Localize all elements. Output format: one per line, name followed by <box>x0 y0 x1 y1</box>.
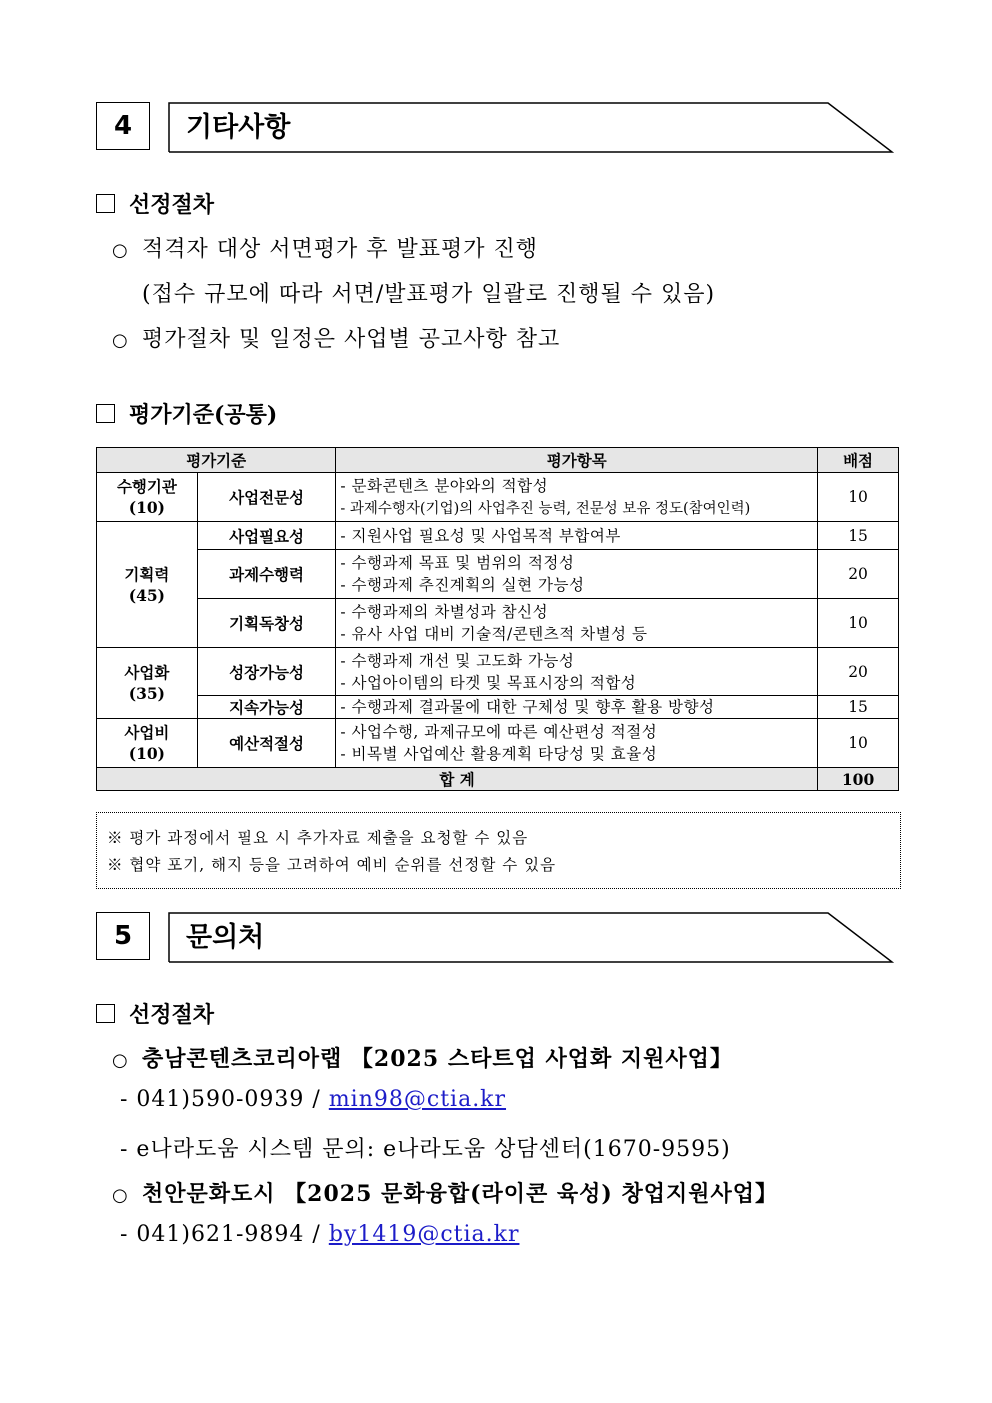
section-number: 5 <box>96 912 150 960</box>
score-cell: 10 <box>818 599 899 648</box>
section-number: 4 <box>96 102 150 150</box>
category-score: (35) <box>128 684 166 703</box>
category-cell <box>97 522 198 648</box>
section-4-header <box>96 102 896 154</box>
column-header: 평가기준 <box>97 448 336 473</box>
note-line: ※ 평가 과정에서 필요 시 추가자료 제출을 요청할 수 있음 <box>107 829 529 847</box>
score-cell: 20 <box>818 648 899 696</box>
contact-heading-text: 선정절차 <box>129 1002 215 1028</box>
total-row <box>97 768 899 791</box>
section-title-frame <box>168 912 894 964</box>
category-name: 사업화 <box>124 663 170 682</box>
total-label: 합 계 <box>97 768 818 791</box>
square-bullet-icon <box>96 404 115 423</box>
subcategory-cell: 기획독창성 <box>197 599 336 648</box>
section-title: 문의처 <box>186 922 265 953</box>
subcategory-cell: 예산적절성 <box>197 719 336 768</box>
item-text: - 수행과제 결과물에 대한 구체성 및 향후 활용 방향성 <box>340 698 715 716</box>
item-text: - 수행과제 추진계획의 실현 가능성 <box>340 576 585 594</box>
subcategory-cell: 성장가능성 <box>197 648 336 696</box>
subcategory-cell: 사업필요성 <box>197 522 336 550</box>
square-bullet-icon <box>96 1004 115 1023</box>
item-text: - 비목별 사업예산 활용계획 타당성 및 효율성 <box>340 745 658 763</box>
items-cell <box>336 473 818 522</box>
item-text: - 사업수행, 과제규모에 따른 예산편성 적절성 <box>340 723 658 741</box>
table-header-row <box>97 448 899 473</box>
item-text: - 문화콘텐츠 분야와의 적합성 <box>340 476 549 495</box>
procedure-heading-text: 선정절차 <box>129 192 215 218</box>
procedure-line-2 <box>142 277 715 308</box>
items-cell <box>336 696 818 719</box>
category-score: (10) <box>128 498 166 517</box>
category-name: 사업비 <box>124 723 170 742</box>
org1-email-link[interactable]: min98@ctia.kr <box>328 1087 507 1112</box>
item-text: - 수행과제의 차별성과 참신성 <box>340 603 549 621</box>
org2-phone-line <box>120 1222 519 1247</box>
criteria-table <box>96 447 899 791</box>
table-row <box>97 550 899 599</box>
category-cell <box>97 719 198 768</box>
subcategory-cell: 과제수행력 <box>197 550 336 599</box>
items-cell <box>336 599 818 648</box>
notes-box <box>96 812 901 889</box>
category-cell <box>97 648 198 719</box>
org1-title-line <box>112 1042 733 1073</box>
procedure-text-3: 평가절차 및 일정은 사업별 공고사항 참고 <box>142 327 561 352</box>
item-text: - 수행과제 목표 및 범위의 적정성 <box>340 554 575 572</box>
org1-phone: - 041)590-0939 / <box>120 1087 329 1112</box>
subcategory-cell: 사업전문성 <box>197 473 336 522</box>
org1-phone-line <box>120 1087 506 1112</box>
procedure-line-3 <box>112 322 560 353</box>
circle-bullet-icon: ○ <box>112 240 129 261</box>
square-bullet-icon <box>96 194 115 213</box>
item-text: - 사업아이템의 타겟 및 목표시장의 적합성 <box>340 673 637 692</box>
note-line: ※ 협약 포기, 해지 등을 고려하여 예비 순위를 선정할 수 있음 <box>107 856 557 874</box>
column-header: 배점 <box>818 448 899 473</box>
category-name: 수행기관 <box>116 477 177 496</box>
category-score: (10) <box>128 744 166 763</box>
criteria-heading <box>96 398 277 429</box>
score-cell: 10 <box>818 473 899 522</box>
category-name: 기획력 <box>124 564 170 584</box>
table-row <box>97 473 899 522</box>
items-cell <box>336 719 818 768</box>
category-cell <box>97 473 198 522</box>
subcategory-cell: 지속가능성 <box>197 696 336 719</box>
org1-system: - e나라도움 시스템 문의: e나라도움 상담센터(1670-9595) <box>120 1137 731 1162</box>
score-cell: 15 <box>818 696 899 719</box>
items-cell <box>336 648 818 696</box>
org2-email-link[interactable]: by1419@ctia.kr <box>328 1222 520 1247</box>
score-cell: 15 <box>818 522 899 550</box>
contact-heading <box>96 998 214 1029</box>
procedure-text-1: 적격자 대상 서면평가 후 발표평가 진행 <box>142 237 538 262</box>
circle-bullet-icon: ○ <box>112 330 129 351</box>
item-text: - 유사 사업 대비 기술적/콘텐츠적 차별성 등 <box>340 625 648 643</box>
table-row <box>97 696 899 719</box>
item-text: - 수행과제 개선 및 고도화 가능성 <box>340 651 575 670</box>
total-score: 100 <box>818 768 899 791</box>
procedure-text-2: (접수 규모에 따라 서면/발표평가 일괄로 진행될 수 있음) <box>142 282 716 307</box>
table-row <box>97 648 899 696</box>
score-cell: 10 <box>818 719 899 768</box>
category-score: (45) <box>128 585 166 605</box>
org2-phone: - 041)621-9894 / <box>120 1222 329 1247</box>
column-header: 평가항목 <box>336 448 818 473</box>
org2-title-line <box>112 1177 778 1208</box>
circle-bullet-icon: ○ <box>112 1050 129 1071</box>
procedure-heading <box>96 188 214 219</box>
score-cell: 20 <box>818 550 899 599</box>
circle-bullet-icon: ○ <box>112 1185 129 1206</box>
section-title: 기타사항 <box>186 112 291 143</box>
items-cell <box>336 522 818 550</box>
section-5-header <box>96 912 896 964</box>
table-row <box>97 522 899 550</box>
procedure-line-1 <box>112 232 538 263</box>
org1-system-line <box>120 1132 731 1163</box>
org2-title: 천안문화도시 【2025 문화융합(라이콘 육성) 창업지원사업】 <box>142 1181 778 1207</box>
item-text: - 과제수행자(기업)의 사업추진 능력, 전문성 보유 정도(참여인력) <box>340 500 751 517</box>
item-text: - 지원사업 필요성 및 사업목적 부합여부 <box>340 526 621 545</box>
table-row <box>97 719 899 768</box>
items-cell <box>336 550 818 599</box>
org1-title: 충남콘텐츠코리아랩 【2025 스타트업 사업화 지원사업】 <box>142 1046 733 1072</box>
criteria-heading-text: 평가기준(공통) <box>129 402 278 428</box>
table-row <box>97 599 899 648</box>
